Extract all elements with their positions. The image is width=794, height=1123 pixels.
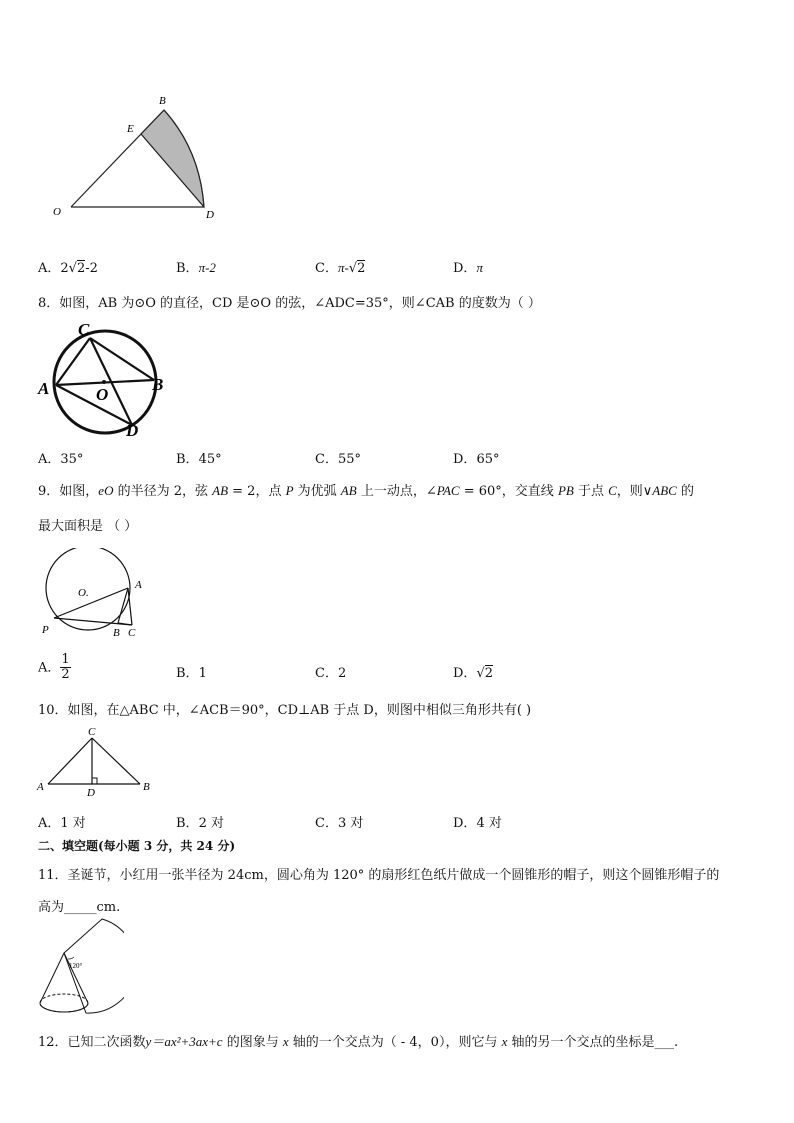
q10-option-a: A．1 对: [38, 816, 86, 831]
q11-angle-label: 120°: [69, 962, 83, 970]
q9-label-C: C: [128, 627, 136, 639]
q8-stem: 8．如图，AB 为⊙O 的直径，CD 是⊙O 的弦，∠ADC=35°，则∠CAB 的度数为（ ）: [38, 296, 541, 311]
q10-label-C: C: [88, 726, 96, 738]
q8-option-c: C．55°: [315, 452, 361, 467]
q7-label-O: O: [53, 206, 61, 218]
section-heading: 二、填空题(每小题 3 分，共 24 分): [38, 839, 236, 853]
q8-figure: [34, 318, 174, 438]
q10-stem: 10．如图，在△ABC 中，∠ACB＝90°，CD⊥AB 于点 D，则图中相似三角形共有( ): [38, 703, 532, 718]
q10-option-d: D．4 对: [453, 816, 502, 831]
q9-stem-line2: 最大面积是 （ ）: [38, 519, 138, 534]
q11-stem-line2: 高为_____cm.: [38, 900, 121, 915]
q12-stem: 12．已知二次函数y＝ax²+3ax+c 的图象与 x 轴的一个交点为（ - 4，0），则它与 x 轴的另一个交点的坐标是___.: [38, 1034, 679, 1050]
q11-answer-blank[interactable]: _____: [64, 900, 97, 915]
q8-option-d: D．65°: [453, 452, 500, 467]
q7-label-D: D: [206, 209, 214, 221]
q10-figure: [36, 724, 156, 799]
q9-option-c: C．2: [315, 666, 347, 681]
q8-label-C: C: [78, 320, 90, 339]
q10-label-D: D: [87, 787, 95, 799]
q9-figure: [36, 548, 156, 643]
q9-label-O: O.: [78, 587, 89, 599]
q10-label-A: A: [37, 781, 44, 793]
q8-label-B: B: [152, 375, 164, 394]
q9-stem: 9．如图，eO 的半径为 2，弦 AB = 2，点 P 为优弧 AB 上一动点，∠PAC = 60°，交直线 PB 于点 C，则∨ABC 的: [38, 483, 694, 499]
q7-option-c: C．π-√2: [315, 260, 366, 276]
q8-option-a: A．35°: [38, 452, 84, 467]
q9-label-B: B: [113, 627, 120, 639]
q8-label-D: D: [126, 421, 139, 438]
q10-option-c: C．3 对: [315, 816, 364, 831]
q7-label-E: E: [127, 123, 134, 135]
q9-label-A: A: [135, 579, 142, 591]
q10-option-b: B．2 对: [176, 816, 224, 831]
q7-figure: [45, 90, 235, 230]
q11-figure: [34, 915, 124, 1020]
q8-label-O: O: [96, 385, 109, 404]
q8-label-A: A: [38, 379, 50, 398]
q11-stem: 11．圣诞节，小红用一张半径为 24cm，圆心角为 120° 的扇形红色纸片做成一个圆锥形的帽子，则这个圆锥形帽子的: [38, 868, 720, 883]
q7-option-b: B．π-2: [176, 260, 216, 276]
q9-option-a: A． $\frac{1}{2}$: [38, 652, 70, 683]
q9-option-b: B．1: [176, 666, 207, 681]
q7-option-a: A．2√2-2: [38, 261, 98, 276]
q9-option-d: D．√2: [453, 666, 494, 681]
q7-option-d: D．π: [453, 260, 483, 276]
q12-answer-blank[interactable]: ___: [654, 1035, 675, 1050]
q10-label-B: B: [143, 781, 150, 793]
q8-option-b: B．45°: [176, 452, 222, 467]
q7-label-B: B: [159, 95, 166, 107]
q9-label-P: P: [42, 624, 49, 636]
